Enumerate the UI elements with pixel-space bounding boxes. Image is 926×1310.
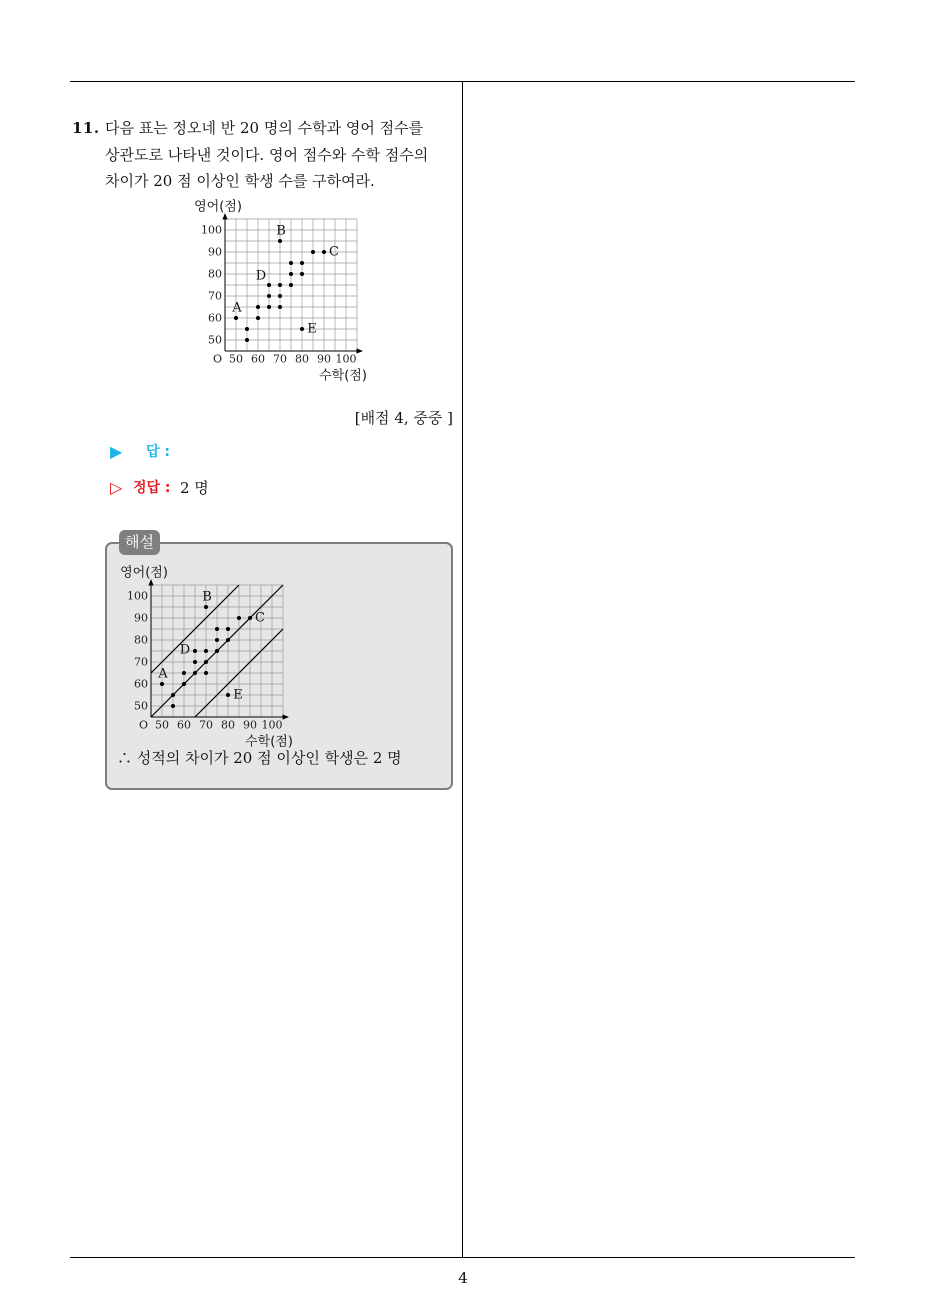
data-point bbox=[267, 283, 271, 287]
data-point bbox=[278, 239, 282, 243]
y-tick-label: 50 bbox=[208, 333, 222, 347]
point-label: C bbox=[329, 244, 339, 260]
y-tick-label: 90 bbox=[134, 611, 148, 625]
data-point bbox=[171, 704, 175, 708]
data-point bbox=[300, 261, 304, 265]
y-axis-title: 영어(점) bbox=[120, 565, 168, 581]
data-point bbox=[234, 316, 238, 320]
x-axis-title: 수학(점) bbox=[319, 368, 367, 384]
x-tick-label: 100 bbox=[261, 718, 283, 732]
problem-number: 11. bbox=[72, 119, 100, 137]
x-tick-label: 60 bbox=[251, 352, 265, 366]
y-tick-label: 90 bbox=[208, 245, 222, 259]
x-tick-label: 70 bbox=[273, 352, 287, 366]
data-point bbox=[226, 693, 230, 697]
data-point bbox=[289, 261, 293, 265]
y-tick-label: 100 bbox=[127, 589, 148, 603]
page-number: 4 bbox=[458, 1269, 468, 1287]
origin-label: O bbox=[138, 718, 149, 732]
data-point bbox=[267, 294, 271, 298]
data-point bbox=[193, 671, 197, 675]
problem-text-line: 상관도로 나타낸 것이다. 영어 점수와 수학 점수의 bbox=[105, 146, 429, 164]
y-tick-label: 80 bbox=[208, 267, 222, 281]
data-point bbox=[204, 671, 208, 675]
data-point bbox=[245, 327, 249, 331]
point-label: A bbox=[158, 666, 168, 682]
answer-arrow-icon: ▶ bbox=[110, 442, 123, 461]
data-point bbox=[193, 649, 197, 653]
data-point bbox=[256, 316, 260, 320]
data-point bbox=[226, 638, 230, 642]
x-tick-label: 50 bbox=[229, 352, 243, 366]
data-point bbox=[226, 627, 230, 631]
data-point bbox=[204, 605, 208, 609]
x-tick-label: 90 bbox=[243, 718, 257, 732]
solution-arrow-icon: ▷ bbox=[110, 478, 123, 497]
data-point bbox=[267, 305, 271, 309]
point-label: D bbox=[179, 642, 191, 658]
data-point bbox=[256, 305, 260, 309]
solution-label: 정답 : bbox=[133, 480, 171, 496]
data-point bbox=[289, 283, 293, 287]
data-point bbox=[160, 682, 164, 686]
data-point bbox=[289, 272, 293, 276]
data-point bbox=[245, 338, 249, 342]
y-tick-label: 60 bbox=[134, 677, 148, 691]
point-label: C bbox=[255, 610, 265, 626]
data-point bbox=[322, 250, 326, 254]
x-axis-title: 수학(점) bbox=[245, 734, 293, 750]
explanation-conclusion: ∴ 성적의 차이가 20 점 이상인 학생은 2 명 bbox=[117, 749, 402, 767]
point-label: E bbox=[233, 687, 243, 703]
y-tick-label: 80 bbox=[134, 633, 148, 647]
data-point bbox=[182, 682, 186, 686]
data-point bbox=[237, 616, 241, 620]
problem-text-line: 다음 표는 정오네 반 20 명의 수학과 영어 점수를 bbox=[105, 119, 424, 137]
origin-label: O bbox=[212, 352, 223, 366]
data-point bbox=[182, 671, 186, 675]
scatter-chart-problem bbox=[180, 195, 380, 390]
data-point bbox=[278, 305, 282, 309]
point-label: B bbox=[276, 223, 286, 239]
x-tick-label: 80 bbox=[295, 352, 309, 366]
data-point bbox=[204, 660, 208, 664]
data-point bbox=[311, 250, 315, 254]
data-point bbox=[300, 327, 304, 331]
x-tick-label: 70 bbox=[199, 718, 213, 732]
x-axis-arrow-icon bbox=[357, 348, 364, 353]
data-point bbox=[248, 616, 252, 620]
x-tick-label: 90 bbox=[317, 352, 331, 366]
y-tick-label: 70 bbox=[134, 655, 148, 669]
solution-value: 2 명 bbox=[180, 479, 209, 497]
data-point bbox=[278, 294, 282, 298]
x-tick-label: 50 bbox=[155, 718, 169, 732]
x-tick-label: 100 bbox=[335, 352, 357, 366]
x-tick-label: 80 bbox=[221, 718, 235, 732]
data-point bbox=[204, 649, 208, 653]
point-label: E bbox=[307, 321, 317, 337]
x-axis-arrow-icon bbox=[283, 714, 290, 719]
point-label: A bbox=[232, 300, 242, 316]
score-note: [배점 4, 중중 ] bbox=[354, 409, 453, 427]
answer-label: 답 : bbox=[146, 444, 170, 460]
data-point bbox=[215, 638, 219, 642]
explanation-tab: 해설 bbox=[119, 530, 160, 555]
scatter-chart-explanation bbox=[106, 561, 306, 756]
column-divider bbox=[462, 82, 463, 1258]
data-point bbox=[278, 283, 282, 287]
data-point bbox=[215, 649, 219, 653]
data-point bbox=[215, 627, 219, 631]
y-tick-label: 50 bbox=[134, 699, 148, 713]
problem-text-line: 차이가 20 점 이상인 학생 수를 구하여라. bbox=[105, 172, 375, 190]
bottom-rule bbox=[70, 1257, 855, 1258]
data-point bbox=[193, 660, 197, 664]
point-label: D bbox=[255, 268, 267, 284]
y-tick-label: 100 bbox=[201, 223, 222, 237]
y-tick-label: 70 bbox=[208, 289, 222, 303]
x-tick-label: 60 bbox=[177, 718, 191, 732]
y-axis-title: 영어(점) bbox=[194, 199, 242, 215]
data-point bbox=[171, 693, 175, 697]
data-point bbox=[300, 272, 304, 276]
y-tick-label: 60 bbox=[208, 311, 222, 325]
point-label: B bbox=[202, 589, 212, 605]
